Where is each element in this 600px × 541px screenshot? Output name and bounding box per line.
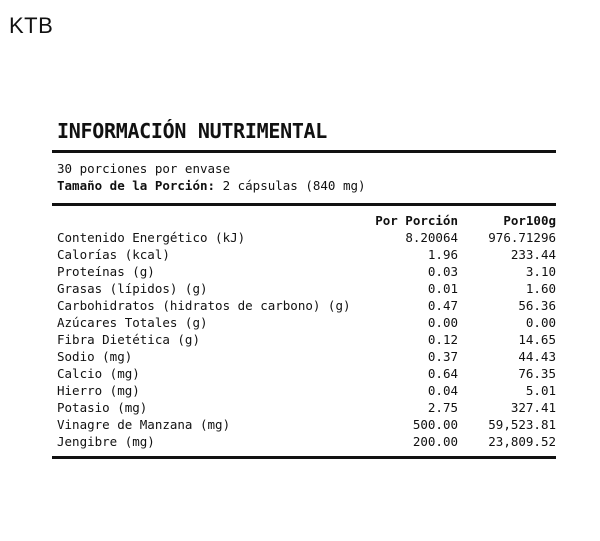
nutrient-name: Azúcares Totales (g) [57,315,208,330]
per-100g-value: 1.60 [525,281,556,296]
serving-info [52,153,556,194]
nutrient-name: Grasas (lípidos) (g) [57,281,208,296]
per-serving-value: 500.00 [412,417,458,432]
nutrient-name: Jengibre (mg) [57,434,155,449]
per-100g-value: 5.01 [525,383,556,398]
nutrition-label [52,117,556,459]
nutrient-name: Vinagre de Manzana (mg) [57,417,231,432]
nutrient-name: Proteínas (g) [57,264,155,279]
per-100g-value: 23,809.52 [488,434,556,449]
per-serving-value: 0.01 [427,281,458,296]
per-100g-value: 976.71296 [488,230,556,245]
table-row [52,314,556,331]
per-serving-value: 200.00 [412,434,458,449]
nutrient-rows [52,229,556,450]
per-serving-value: 0.47 [427,298,458,313]
table-row [52,297,556,314]
table-row [52,399,556,416]
nutrient-name: Potasio (mg) [57,400,148,415]
header-divider [52,203,556,206]
table-row [52,365,556,382]
table-row [52,382,556,399]
brand-name: KTB [9,13,54,38]
per-100g-value: 0.00 [525,315,556,330]
table-row [52,263,556,280]
serving-size [57,177,556,194]
nutrient-name: Calcio (mg) [57,366,140,381]
per-serving-value: 0.37 [427,349,458,364]
label-title: INFORMACIÓN NUTRIMENTAL [57,119,328,143]
nutrient-name: Contenido Energético (kJ) [57,230,246,245]
table-row [52,246,556,263]
servings-per-container: 30 porciones por envase [57,161,231,176]
nutrient-name: Hierro (mg) [57,383,140,398]
per-100g-value: 56.36 [518,298,556,313]
per-100g-value: 3.10 [525,264,556,279]
column-header-per-serving: Por Porción [375,213,458,228]
per-100g-value: 14.65 [518,332,556,347]
per-serving-value: 0.04 [427,383,458,398]
bottom-divider [52,456,556,459]
nutrient-table [52,212,556,450]
per-serving-value: 0.64 [427,366,458,381]
per-100g-value: 327.41 [510,400,556,415]
nutrient-name: Sodio (mg) [57,349,133,364]
per-100g-value: 76.35 [518,366,556,381]
column-header-empty [52,212,358,229]
column-header-per-100g: Por100g [503,213,556,228]
table-row [52,331,556,348]
per-100g-value: 233.44 [510,247,556,262]
table-row [52,229,556,246]
serving-size-label: Tamaño de la Porción: [57,178,216,193]
per-serving-value: 0.12 [427,332,458,347]
nutrient-name: Carbohidratos (hidratos de carbono) (g) [57,298,351,313]
table-header-row [52,212,556,229]
per-serving-value: 2.75 [427,400,458,415]
table-row [52,416,556,433]
per-serving-value: 1.96 [427,247,458,262]
serving-size-value: 2 cápsulas (840 mg) [222,178,366,193]
table-row [52,348,556,365]
per-serving-value: 0.03 [427,264,458,279]
per-serving-value: 0.00 [427,315,458,330]
per-serving-value: 8.20064 [405,230,458,245]
table-row [52,280,556,297]
table-row [52,433,556,450]
per-100g-value: 59,523.81 [488,417,556,432]
nutrient-name: Fibra Dietética (g) [57,332,200,347]
per-100g-value: 44.43 [518,349,556,364]
nutrient-name: Calorías (kcal) [57,247,170,262]
